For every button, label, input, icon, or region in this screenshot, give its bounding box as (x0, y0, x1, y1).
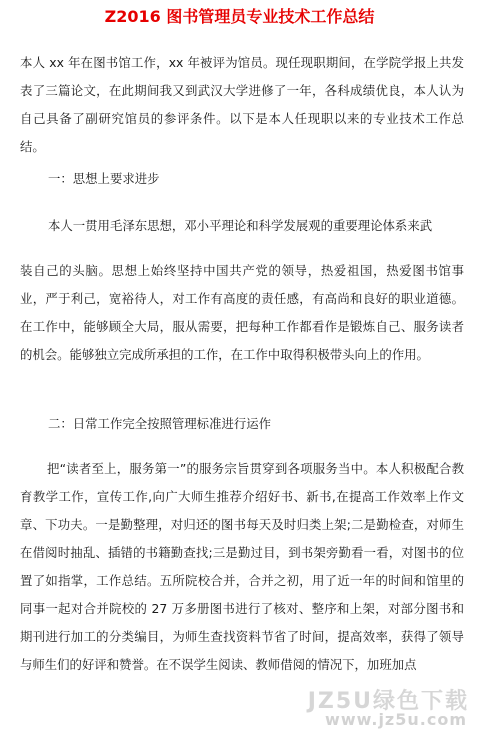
paragraph-ideology-first-line: 本人一贯用毛泽东思想，邓小平理论和科学发展观的重要理论体系来武 (48, 218, 433, 233)
heading-daily-work: 二：日常工作完全按照管理标准进行运作 (48, 416, 272, 431)
watermark-url: www.jz5u.com (325, 710, 467, 729)
paragraph-daily-work: 把“读者至上，服务第一”的服务宗旨贯穿到各项服务当中。本人积极配合教育教学工作，宣传工作,向广大师生推荐介绍好书、新书,在提高工作效率上作文章、下功夫。一是勤整理，对归还的图书每天及时归类上架;二是勤检查，对师生在借阅时抽乱、插错的书籍勤查找;三是勤过目，到书架旁勤看一看，对图书的位置了如指掌，工作总结。五所院校合并，合并之初，用了近一年的时间和馆里的同事一起对合并院校的 27 万多册图书进行了核对、整序和上架，对部分图书和期刊进行加工的分类编目，为师生查找资料节省了时间，提高效率，获得了领导与师生们的好评和赞誉。在不误学生阅读、教师借阅的情况下，加班加点 (20, 461, 464, 672)
heading-ideology: 一：思想上要求进步 (48, 171, 160, 186)
paragraph-ideology: 装自己的头脑。思想上始终坚持中国共产党的领导，热爱祖国，热爱图书馆事业，严于利己，宽裕待人，对工作有高度的责任感，有高尚和良好的职业道德。在工作中，能够顾全大局，服从需要，把每种工作都看作是锻炼自己、服务读者的机会。能够独立完成所承担的工作，在工作中取得积极带头向上的作用。 (20, 263, 464, 362)
watermark-brand: JZ5U绿色下载 (307, 689, 469, 714)
site-watermark (307, 684, 475, 734)
paragraph-intro: 本人 xx 年在图书馆工作，xx 年被评为馆员。现任现职期间，在学院学报上共发表了三篇论文，在此期间我又到武汉大学进修了一年，各科成绩优良，本人认为自己具备了副研究馆员的参评条件。以下是本人任现职以来的专业技术工作总结。 (20, 55, 464, 154)
document-title: Z2016 图书管理员专业技术工作总结 (104, 7, 375, 26)
